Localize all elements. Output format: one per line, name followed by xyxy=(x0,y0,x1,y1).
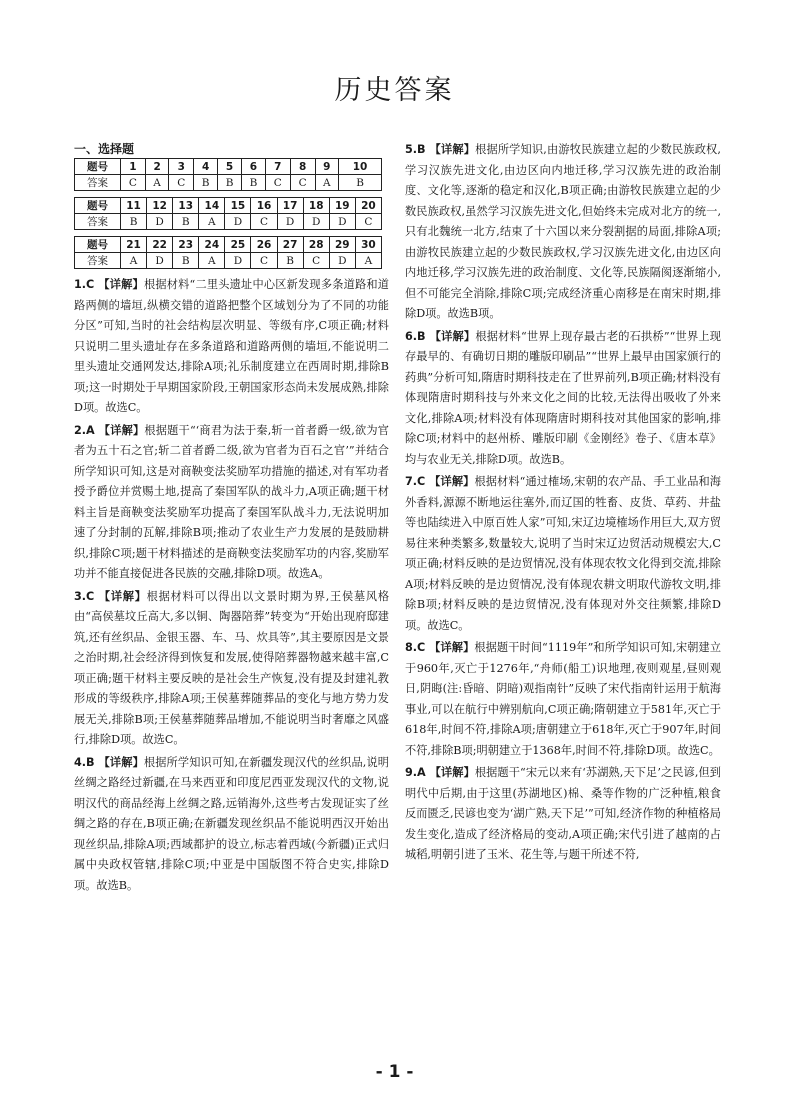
explanation-tag: 【详解】 xyxy=(98,755,144,769)
explanation-text: 根据材料可以得出以文景时期为界,王侯墓风格由“高侯墓坟丘高大,多以铜、陶器陪葬”转变为“开始出现府邸建筑,还有丝织品、金银玉器、车、马、炊具等”,其主要原因是文景之治时期,社会经济得到恢复和发展,使得陪葬器物越来越丰富,C项正确;题干材料主要反映的是社会生产恢复,没有提及封建礼教形成的等级秩序,排除A项;王侯墓葬随葬品的变化与地方势力发展无关,排除B项;王侯墓葬随葬品增加,不能说明当时奢靡之风盛行,排除D项。故选C。 xyxy=(74,589,390,746)
explanation-text: 根据材料“通过榷场,宋朝的农产品、手工业品和海外香料,源源不断地运往塞外,而辽国的牲畜、皮货、草药、井盐等也陆续进入中原百姓人家”可知,宋辽边境榷场作用巨大,双方贸易往来种类繁多,数量较大,说明了当时宋辽边贸活动规模宏大,C项正确;材料反映的是边贸情况,没有体现农牧文化得到交流,排除A项;材料反映的是边贸情况,没有体现农耕文明取代游牧文明,排除B项;材料反映的是边贸情况,没有体现对外交往频繁,排除D项。故选C。 xyxy=(405,475,721,632)
answer-table-2 xyxy=(74,197,382,230)
answer-cell: B xyxy=(242,175,266,191)
question-number-cell: 8 xyxy=(290,159,315,175)
explanation-tag: 【详解】 xyxy=(429,143,476,156)
answer-cell: A xyxy=(145,175,169,191)
question-number-cell: 18 xyxy=(303,198,329,214)
answer-cell: C xyxy=(121,175,146,191)
answer-number: 9.A xyxy=(405,766,430,779)
question-number-cell: 23 xyxy=(173,237,199,253)
answer-cell: A xyxy=(121,253,147,269)
row-label: 题号 xyxy=(75,237,121,253)
right-column xyxy=(405,140,721,868)
answer-cell: A xyxy=(199,253,225,269)
left-column xyxy=(74,140,389,898)
answer-explanation xyxy=(405,638,721,761)
answer-explanation xyxy=(405,327,721,471)
answer-cell: B xyxy=(277,253,303,269)
explanation-text: 根据材料“世界上现存最古老的石拱桥”“世界上现存最早的、有确切日期的雕版印刷品”“世界上最早由国家颁行的药典”分析可知,隋唐时期科技走在了世界前列,B项正确;材料没有体现隋唐时期科技与外来文化之间的比较,无法得出吸收了外来文化,排除A项;材料没有体现隋唐时期科技对其他国家的影响,排除C项;材料中的赵州桥、雕版印刷《金刚经》卷子、《唐本草》均与农业无关,排除D项。故选B。 xyxy=(405,329,721,466)
explanation-text: 根据题干“宋元以来有‘苏湖熟,天下足’之民谚,但到明代中后期,由于这里(苏湖地区)棉、桑等作物的广泛种植,粮食反而匮乏,民谚也变为‘湖广熟,天下足’”可知,经济作物的种植格局发生变化,造成了经济格局的变动,A项正确;宋代引进了越南的占城稻,明朝引进了玉米、花生等,与题干所述不符, xyxy=(405,766,721,861)
question-number-cell: 7 xyxy=(265,159,290,175)
question-number-cell: 26 xyxy=(251,237,277,253)
answer-number: 2.A xyxy=(74,423,99,437)
answer-number: 8.C xyxy=(405,641,430,654)
row-label: 题号 xyxy=(75,159,121,175)
page-title: 历史答案 xyxy=(334,75,455,106)
answer-row xyxy=(75,214,382,230)
answer-explanation xyxy=(405,763,721,866)
answer-cell: D xyxy=(225,253,251,269)
answer-cell: B xyxy=(173,214,199,230)
explanation-tag: 【详解】 xyxy=(429,329,476,343)
question-number-cell: 19 xyxy=(329,198,355,214)
question-number-cell: 29 xyxy=(329,237,355,253)
explanation-text: 根据题干时间“1119年”和所学知识可知,宋朝建立于960年,灭亡于1276年,“舟师(船工)识地理,夜则观星,昼则观日,阴晦(注:昏暗、阴暗)观指南针”反映了宋代指南针运用于航海事业,可以在航行中辨别航向,C项正确;隋朝建立于581年,灭亡于618年,时间不符,排除A项;唐朝建立于618年,灭亡于907年,时间不符,排除B项;明朝建立于1368年,时间不符,排除D项。故选C。 xyxy=(405,641,722,757)
answer-cell: B xyxy=(173,253,199,269)
question-number-cell: 16 xyxy=(251,198,277,214)
explanation-tag: 【详解】 xyxy=(429,475,475,488)
question-number-cell: 10 xyxy=(339,159,382,175)
question-number-cell: 27 xyxy=(277,237,303,253)
question-number-cell: 15 xyxy=(225,198,251,214)
answer-cell: B xyxy=(339,175,382,191)
answer-explanation xyxy=(74,421,389,585)
answer-explanation xyxy=(74,753,389,897)
answer-number: 1.C xyxy=(74,278,99,291)
row-label: 答案 xyxy=(75,214,121,230)
answer-table-3 xyxy=(74,236,382,269)
answer-number: 6.B xyxy=(405,329,430,343)
question-number-cell: 5 xyxy=(218,159,242,175)
answer-cell: D xyxy=(329,214,355,230)
answer-number: 7.C xyxy=(405,475,430,488)
answer-number: 3.C xyxy=(74,589,99,603)
answer-cell: C xyxy=(251,214,277,230)
explanation-tag: 【详解】 xyxy=(98,423,145,437)
question-number-cell: 28 xyxy=(303,237,329,253)
answer-cell: A xyxy=(315,175,339,191)
answer-cell: C xyxy=(169,175,194,191)
answer-cell: C xyxy=(251,253,277,269)
answer-table-1 xyxy=(74,158,382,191)
question-number-row xyxy=(75,237,382,253)
answer-cell: C xyxy=(303,253,329,269)
answer-explanation xyxy=(405,140,721,325)
question-number-cell: 9 xyxy=(315,159,339,175)
question-number-cell: 20 xyxy=(355,198,381,214)
explanation-text: 根据所学知识可知,在新疆发现汉代的丝织品,说明丝绸之路经过新疆,在马来西亚和印度尼西亚发现汉代的文物,说明汉代的商品经海上丝绸之路,远销海外,这些考古发现证实了丝绸之路的存在,B项正确;在新疆发现丝织品不能说明西汉开始出现丝织品,排除A项;西域都护的设立,标志着西域(今新疆)正式归属中央政权管辖,排除C项;中亚是中国版图不符合史实,排除D项。故选B。 xyxy=(74,755,389,892)
answer-explanation xyxy=(74,587,389,751)
question-number-cell: 2 xyxy=(145,159,169,175)
question-number-cell: 24 xyxy=(199,237,225,253)
answer-number: 5.B xyxy=(405,143,430,156)
question-number-cell: 11 xyxy=(121,198,147,214)
answer-explanation xyxy=(74,275,389,419)
answer-explanation xyxy=(405,472,721,636)
explanation-text: 根据材料“二里头遗址中心区新发现多条道路和道路两侧的墙垣,纵横交错的道路把整个区域划分为了不同的功能分区”可知,当时的社会结构层次明显、等级有序,C项正确;材料只说明二里头遗址存在多条道路和道路两侧的墙垣,不能说明二里头遗址交通网发达,排除A项;礼乐制度建立在西周时期,排除B项;这一时期处于早期国家阶段,王朝国家形态尚未发展成熟,排除D项。故选C。 xyxy=(74,278,389,414)
question-number-cell: 21 xyxy=(121,237,147,253)
question-number-cell: 4 xyxy=(194,159,218,175)
explanation-tag: 【详解】 xyxy=(98,589,147,603)
answer-cell: D xyxy=(303,214,329,230)
answer-row xyxy=(75,253,382,269)
row-label: 答案 xyxy=(75,253,121,269)
right-answer-list xyxy=(405,140,721,866)
question-number-cell: 12 xyxy=(147,198,173,214)
question-number-row xyxy=(75,198,382,214)
row-label: 题号 xyxy=(75,198,121,214)
answer-cell: D xyxy=(225,214,251,230)
explanation-text: 根据题干“‘商君为法于秦,斩一首者爵一级,欲为官者为五十石之官;斩二首者爵二级,欲为官者为百石之官’”并结合所学知识可知,这是对商鞅变法奖励军功措施的描述,对有军功者授予爵位并赏赐土地,提高了秦国军队的战斗力,A项正确;题干材料主旨是商鞅变法奖励军功提高了秦国军队战斗力,无法说明加速了分封制的瓦解,排除B项;推动了农业生产力发展的是鼓励耕织,排除C项;题干材料描述的是商鞅变法奖励军功的内容,奖励军功并不能直接促进各民族的交融,排除D项。故选A。 xyxy=(74,423,389,580)
answer-cell: C xyxy=(290,175,315,191)
question-number-row xyxy=(75,159,382,175)
left-answer-list xyxy=(74,275,389,896)
answer-cell: D xyxy=(277,214,303,230)
answer-cell: B xyxy=(121,214,147,230)
question-number-cell: 17 xyxy=(277,198,303,214)
answer-cell: C xyxy=(355,214,381,230)
section-heading: 一、选择题 xyxy=(74,142,135,156)
row-label: 答案 xyxy=(75,175,121,191)
answer-cell: A xyxy=(199,214,225,230)
explanation-tag: 【详解】 xyxy=(429,641,475,654)
question-number-cell: 22 xyxy=(147,237,173,253)
answer-cell: C xyxy=(265,175,290,191)
answer-cell: D xyxy=(147,214,173,230)
question-number-cell: 30 xyxy=(355,237,381,253)
question-number-cell: 14 xyxy=(199,198,225,214)
answer-cell: D xyxy=(329,253,355,269)
explanation-tag: 【详解】 xyxy=(429,766,475,779)
question-number-cell: 1 xyxy=(121,159,146,175)
answer-number: 4.B xyxy=(74,755,99,769)
answer-cell: B xyxy=(218,175,242,191)
question-number-cell: 25 xyxy=(225,237,251,253)
answer-cell: A xyxy=(355,253,381,269)
answer-cell: D xyxy=(147,253,173,269)
answer-cell: B xyxy=(194,175,218,191)
question-number-cell: 6 xyxy=(242,159,266,175)
explanation-tag: 【详解】 xyxy=(98,278,144,291)
page-number: - 1 - xyxy=(375,1062,414,1082)
question-number-cell: 13 xyxy=(173,198,199,214)
answer-row xyxy=(75,175,382,191)
question-number-cell: 3 xyxy=(169,159,194,175)
explanation-text: 根据所学知识,由游牧民族建立起的少数民族政权,学习汉族先进文化,由边区向内地迁移,学习汉族先进的政治制度、文化等,逐渐的稳定和汉化,B项正确;由游牧民族建立起的少数民族政权,虽然学习汉族先进文化,但始终未完成对北方的统一,只有北魏统一北方,结束了十六国以来分裂割据的局面,排除A项;由游牧民族建立起的少数民族政权,学习汉族先进文化,由边区向内地迁移,学习汉族先进的政治制度、文化等,民族隔阂逐渐缩小,但不可能完全消除,排除C项;完成经济重心南移是在南宋时期,排除D项。故选B项。 xyxy=(405,143,721,320)
